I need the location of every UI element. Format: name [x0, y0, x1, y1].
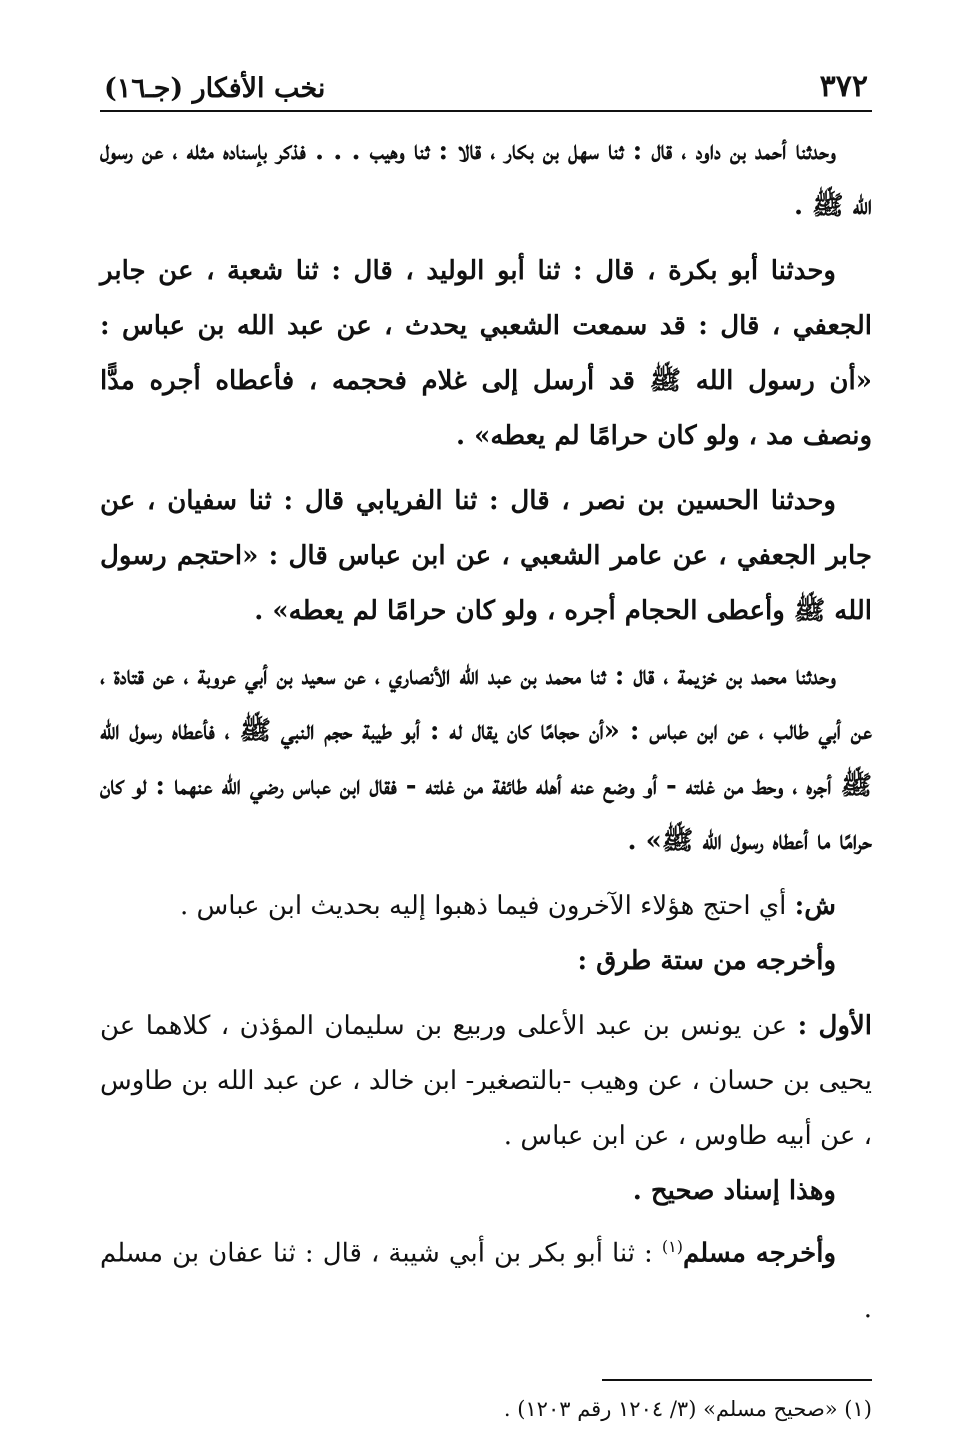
page-body — [100, 124, 872, 1429]
muslim-paragraph — [100, 1219, 872, 1337]
page-number: ٣٧٢ — [819, 69, 868, 104]
commentary-text: أي احتج هؤلاء الآخرون فيما ذهبوا إليه بحديث ابن عباس . — [180, 891, 795, 921]
isnad-note: وهذا إسناد صحيح . — [632, 1176, 836, 1206]
hadith-paragraph-2: وحدثنا أبو بكرة ، قال : ثنا أبو الوليد ، قال : ثنا شعبة ، عن جابر الجعفي ، قال : قد سمعت الشعبي يحدث ، عن عبد الله بن عباس : «أن رسول الله ﷺ قد أرسل إلى غلام فحجمه ، فأعطاه أجره مدًّا ونصف مد ، ولو كان حرامًا لم يعطه» . — [100, 256, 872, 451]
footnote: (١) «صحيح مسلم» (٣/ ١٢٠٤ رقم ١٢٠٣) . — [503, 1396, 872, 1421]
footnote-divider — [602, 1379, 872, 1381]
muslim-label: وأخرجه مسلم — [682, 1238, 837, 1269]
first-route-label: الأول : — [797, 1011, 872, 1041]
first-route-text: عن يونس بن عبد الأعلى وربيع بن سليمان المؤذن ، كلاهما عن يحيى بن حسان ، عن وهيب -بالتصغير- ابن خالد ، عن عبد الله بن طاوس ، عن أبيه طاوس ، عن ابن عباس . — [100, 1011, 872, 1151]
book-title: نخب الأفكار (جـ١٦) — [104, 73, 326, 104]
commentary-paragraph — [100, 879, 872, 934]
hadith-paragraph-4: وحدثنا محمد بن خزيمة ، قال : ثنا محمد بن عبد الله الأنصاري ، عن سعيد بن أبي عروبة ، عن قتادة ، عن أبي طالب ، عن ابن عباس : «أن حجامًا كان يقال له : أبو طيبة حجم النبي ﷺ ، فأعطاه رسول الله ﷺ أجره ، وحط من غلته - أو وضع عنه أهله طائفة من غلته - فقال ابن عباس رضي الله عنهما : لو كان حرامًا ما أعطاه رسول الله ﷺ» . — [100, 661, 872, 856]
hadith-paragraph-1: وحدثنا أحمد بن داود ، قال : ثنا سهل بن بكار ، قالا : ثنا وهيب . . . فذكر بإسناده مثله ، عن رسول الله ﷺ . — [100, 136, 872, 221]
footnote-marker: (١) — [661, 1237, 683, 1256]
hadith-paragraph-3: وحدثنا الحسين بن نصر ، قال : ثنا الفريابي قال : ثنا سفيان ، عن جابر الجعفي ، عن عامر الشعبي ، عن ابن عباس قال : «احتجم رسول الله ﷺ وأعطى الحجام أجره ، ولو كان حرامًا لم يعطه» . — [100, 486, 872, 626]
first-route-paragraph — [100, 999, 872, 1164]
commentary-label: ش: — [794, 891, 836, 921]
routes-heading: وأخرجه من ستة طرق : — [577, 946, 836, 976]
book-page — [100, 60, 872, 1450]
muslim-text: : ثنا أبو بكر بن أبي شيبة ، قال : ثنا عفان بن مسلم . — [100, 1238, 872, 1324]
page-header — [100, 60, 872, 112]
